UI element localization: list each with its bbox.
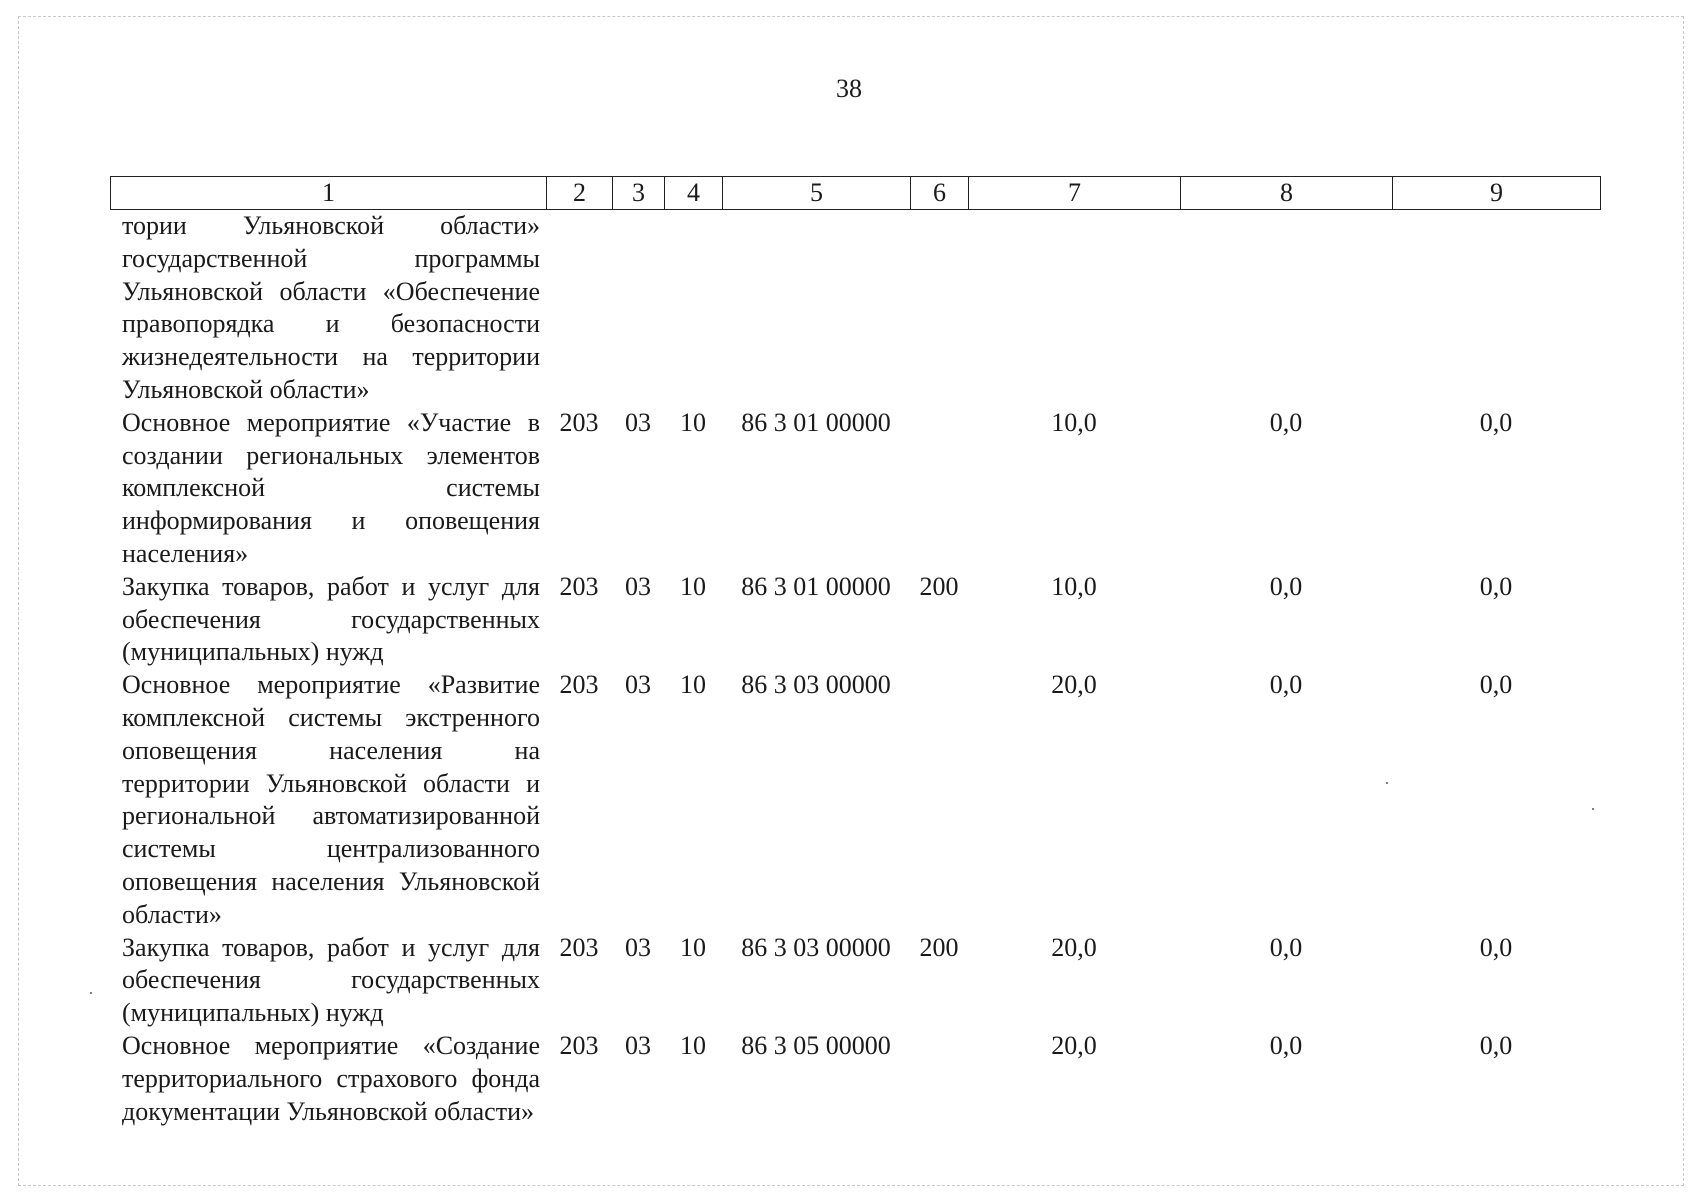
row-amount-year-1: 20,0 — [1051, 1030, 1097, 1060]
header-col-8: 8 — [1181, 177, 1393, 210]
row-target-article: 86 3 03 00000 — [741, 670, 891, 700]
row-section-code: 03 — [625, 571, 651, 601]
row-amount-year-3 — [1392, 210, 1600, 407]
row-expense-type — [910, 1030, 968, 1128]
row-description: Основное мероприятие «Участие в создании региональных элементов комплексной системы информирования и оповещения населения» — [122, 407, 540, 568]
row-section-code: 03 — [625, 932, 651, 962]
scan-speck — [1592, 808, 1594, 810]
row-subsection-code: 10 — [680, 1030, 706, 1060]
header-col-5: 5 — [723, 177, 911, 210]
row-amount-year-1: 20,0 — [1051, 670, 1097, 700]
scan-speck — [1386, 782, 1388, 784]
header-col-6: 6 — [911, 177, 969, 210]
row-section-code: 03 — [625, 670, 651, 700]
row-amount-year-1: 10,0 — [1051, 571, 1097, 601]
row-amount-year-3: 0,0 — [1479, 1030, 1513, 1060]
row-description: Основное мероприятие «Создание территориального страхового фонда документации Ульяновской области» — [122, 1030, 540, 1126]
row-amount-year-2 — [1180, 210, 1392, 407]
row-description: Основное мероприятие «Развитие комплексной системы экстренного оповещения населения на территории Ульяновской области и региональной автоматизированной системы централизованного оповещения населения Ульяновской области» — [122, 670, 540, 929]
row-description: Закупка товаров, работ и услуг для обеспечения государственных (муниципальных) нужд — [122, 932, 540, 1028]
row-target-article: 86 3 01 00000 — [741, 407, 891, 437]
row-subsection-code: 10 — [680, 670, 706, 700]
row-expense-type: 200 — [919, 932, 959, 962]
header-col-1: 1 — [111, 177, 547, 210]
table-row — [110, 407, 1600, 571]
header-col-2: 2 — [547, 177, 613, 210]
row-ministry-code: 203 — [559, 571, 599, 601]
row-target-article: 86 3 05 00000 — [741, 1030, 891, 1060]
row-ministry-code: 203 — [559, 1030, 599, 1060]
row-amount-year-2: 0,0 — [1269, 407, 1303, 437]
row-target-article: 86 3 03 00000 — [741, 932, 891, 962]
row-subsection-code: 10 — [680, 932, 706, 962]
header-col-7: 7 — [969, 177, 1181, 210]
row-amount-year-2: 0,0 — [1269, 1030, 1303, 1060]
table-header — [110, 176, 1601, 210]
row-amount-year-1 — [968, 210, 1180, 407]
row-ministry-code: 203 — [559, 670, 599, 700]
table-row — [110, 210, 1600, 407]
row-ministry-code: 203 — [559, 407, 599, 437]
row-expense-type — [910, 210, 968, 407]
row-target-article — [722, 210, 910, 407]
row-amount-year-3: 0,0 — [1479, 670, 1513, 700]
row-ministry-code — [546, 210, 612, 407]
scan-speck — [90, 992, 92, 994]
row-expense-type — [910, 407, 968, 571]
row-amount-year-3: 0,0 — [1479, 571, 1513, 601]
row-description: тории Ульяновской области» государственной программы Ульяновской области «Обеспечение правопорядка и безопасности жизнедеятельности на территории Ульяновской области» — [122, 211, 540, 404]
header-col-9: 9 — [1393, 177, 1601, 210]
row-section-code — [612, 210, 664, 407]
row-section-code: 03 — [625, 407, 651, 437]
row-ministry-code: 203 — [559, 932, 599, 962]
header-col-3: 3 — [613, 177, 665, 210]
row-amount-year-2: 0,0 — [1269, 571, 1303, 601]
row-target-article: 86 3 01 00000 — [741, 571, 891, 601]
budget-table — [110, 210, 1600, 1128]
table-row — [110, 1030, 1600, 1128]
header-col-4: 4 — [665, 177, 723, 210]
row-amount-year-2: 0,0 — [1269, 932, 1303, 962]
row-amount-year-3: 0,0 — [1479, 932, 1513, 962]
row-subsection-code — [664, 210, 722, 407]
row-amount-year-1: 20,0 — [1051, 932, 1097, 962]
row-expense-type — [910, 669, 968, 931]
row-amount-year-3: 0,0 — [1479, 407, 1513, 437]
row-amount-year-1: 10,0 — [1051, 407, 1097, 437]
row-subsection-code: 10 — [680, 571, 706, 601]
table-row — [110, 669, 1600, 931]
page-number: 38 — [836, 74, 862, 103]
row-subsection-code: 10 — [680, 407, 706, 437]
row-expense-type: 200 — [919, 571, 959, 601]
row-description: Закупка товаров, работ и услуг для обеспечения государственных (муниципальных) нужд — [122, 571, 540, 667]
row-section-code: 03 — [625, 1030, 651, 1060]
table-row — [110, 932, 1600, 1030]
row-amount-year-2: 0,0 — [1269, 670, 1303, 700]
table-row — [110, 571, 1600, 669]
